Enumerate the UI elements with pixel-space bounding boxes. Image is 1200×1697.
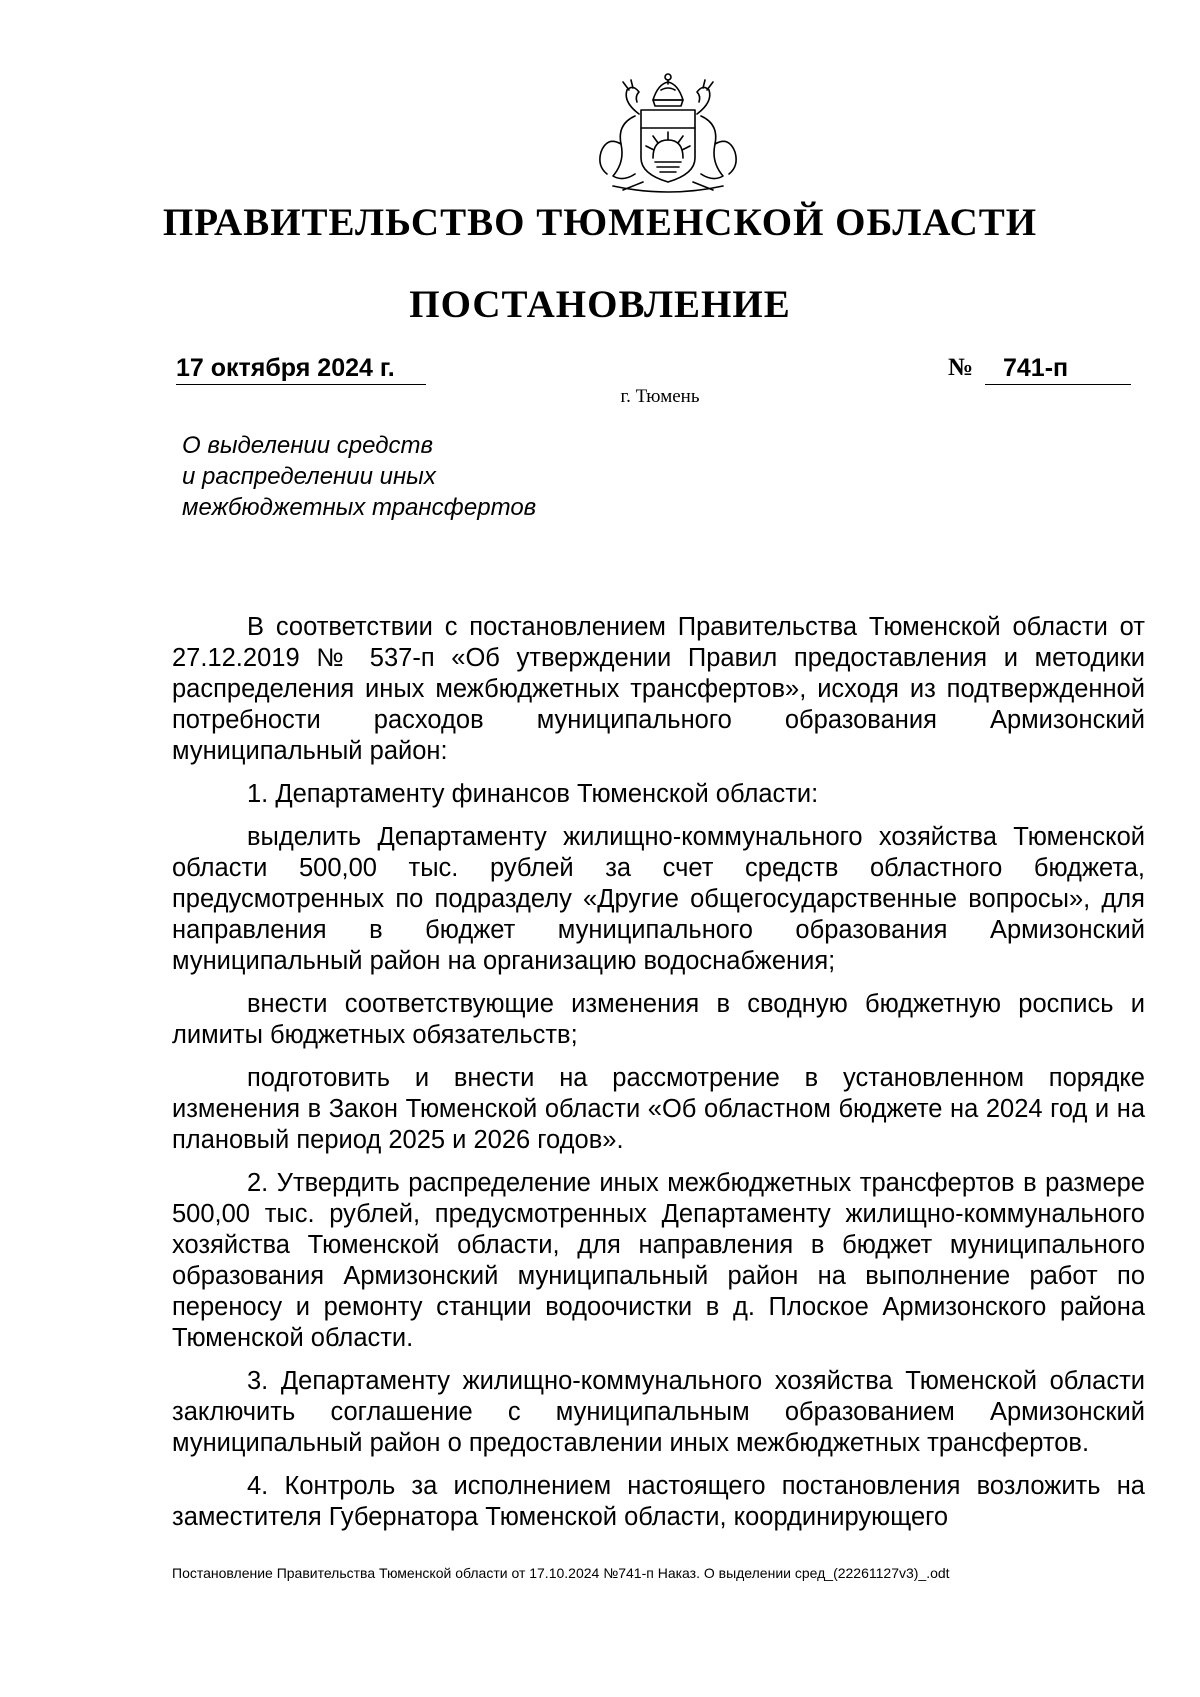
document-number: 741-п (985, 354, 1131, 385)
document-type-title: ПОСТАНОВЛЕНИЕ (409, 283, 791, 326)
subject-line: и распределении иных (182, 463, 436, 490)
body-paragraph: 2. Утвердить распределение иных межбюджетных трансфертов в размере 500,00 тыс. рублей, предусмотренных Департаменту жилищно-коммунального хозяйства Тюменской области, для направления в бюджет муниципального образования Армизонский муниципальный район на выполнение работ по переносу и ремонту станции водоочистки в д. Плоское Армизонского района Тюменской области. (172, 1169, 1145, 1352)
document-date: 17 октября 2024 г. (176, 354, 426, 385)
body-paragraph: внести соответствующие изменения в сводную бюджетную роспись и лимиты бюджетных обязательств; (172, 990, 1145, 1049)
document-subject (182, 430, 536, 523)
issue-city: г. Тюмень (620, 386, 700, 407)
subject-line: межбюджетных трансфертов (182, 494, 537, 521)
body-paragraph: подготовить и внести на рассмотрение в установленном порядке изменения в Закон Тюменской области «Об областном бюджете на 2024 год и на плановый период 2025 и 2026 годов». (172, 1064, 1145, 1154)
number-sign: № (948, 354, 974, 381)
body-paragraph: выделить Департаменту жилищно-коммунального хозяйства Тюменской области 500,00 тыс. рублей за счет средств областного бюджета, предусмотренных по подразделу «Другие общегосударственные вопросы», для направления в бюджет муниципального образования Армизонский муниципальный район на организацию водоснабжения; (172, 823, 1145, 975)
page-footer: Постановление Правительства Тюменской области от 17.10.2024 №741-п Наказ. О выделении сред_(22261127v3)_.odt (172, 1565, 950, 1581)
body-paragraph: 3. Департаменту жилищно-коммунального хозяйства Тюменской области заключить соглашение с муниципальным образованием Армизонский муниципальный район о предоставлении иных межбюджетных трансфертов. (172, 1367, 1145, 1457)
body-paragraph: В соответствии с постановлением Правительства Тюменской области от 27.12.2019 № 537-п «Об утверждении Правил предоставления и методики распределения иных межбюджетных трансфертов», исходя из подтвержденной потребности расходов муниципального образования Армизонский муниципальный район: (172, 613, 1145, 765)
document-body (172, 612, 1145, 1545)
coat-of-arms-emblem (583, 70, 753, 200)
body-paragraph: 4. Контроль за исполнением настоящего постановления возложить на заместителя Губернатора Тюменской области, координирующего (172, 1472, 1145, 1531)
body-paragraph: 1. Департаменту финансов Тюменской области: (247, 780, 819, 808)
subject-line: О выделении средств (182, 432, 434, 459)
organization-title: ПРАВИТЕЛЬСТВО ТЮМЕНСКОЙ ОБЛАСТИ (162, 201, 1038, 244)
